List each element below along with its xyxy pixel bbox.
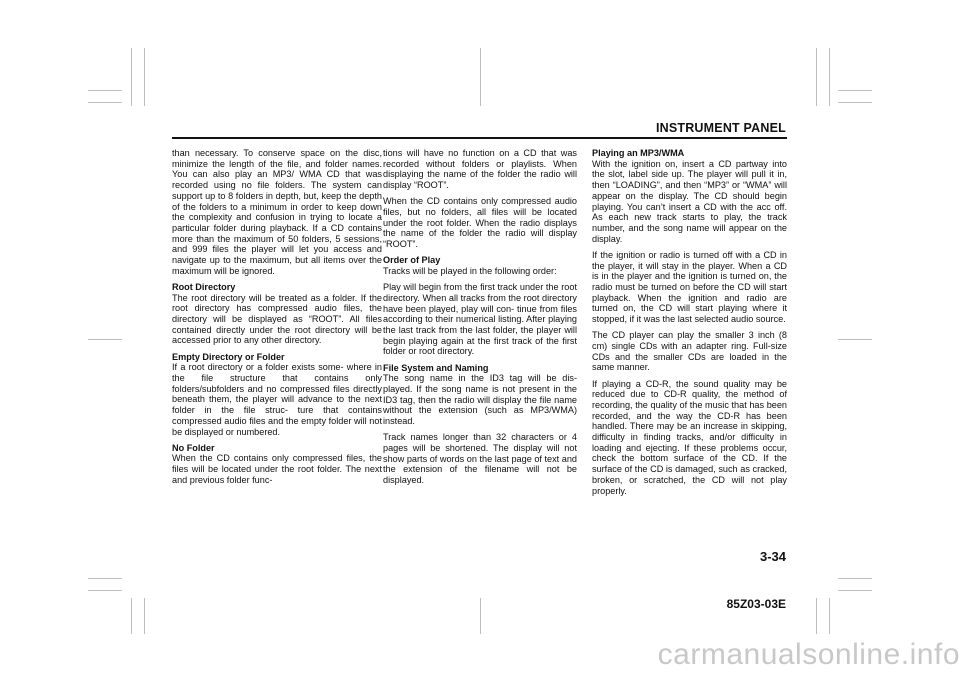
watermark: carmanualsonline.info — [657, 638, 960, 671]
paragraph: With the ignition on, insert a CD partway into the slot, label side up. The player will pull it in, then “LOADING”, and then “MP3” or “WMA” will appear on the display. The CD should begin playing. You can’t insert a CD with the acc off. As each new track starts to play, the track number, and the song name will appear on the display. — [592, 158, 787, 244]
paragraph: than necessary. To conserve space on the disc, minimize the length of the file, and folder names. You can also play an MP3/ WMA CD that was recorded using no file folders. The system can support up to 8 folders in depth, but, keep the depth of the folders to a minimum in order to keep down the complexity and confusion in trying to locate a particular folder during playback. If a CD contains more than the maximum of 50 folders, 5 sessions, and 999 files the player will let you access and navigate up to the maximum, but all items over the maximum will be ignored. — [172, 148, 382, 276]
paragraph: Track names longer than 32 characters or 4 pages will be shortened. The display will not show parts of words on the last page of text and the extension of the filename will not be displayed. — [383, 432, 577, 486]
crop-mark — [88, 90, 122, 91]
crop-mark — [88, 590, 122, 591]
text-column-1 — [172, 148, 382, 491]
paragraph: If playing a CD-R, the sound quality may be reduced due to CD-R quality, the method of recording, the quality of the music that has been recorded, and the way the CD-R has been handled. There may be an increase in skipping, difficulty in finding tracks, and/or difficulty in loading and ejecting. If these problems occur, check the bottom surface of the CD. If the surface of the CD is damaged, such as cracked, broken, or scratched, the CD will not play properly. — [592, 378, 787, 496]
subheading-playing-mp3: Playing an MP3/WMA — [592, 148, 685, 158]
crop-mark — [816, 48, 817, 106]
subheading-root-directory: Root Directory — [172, 281, 236, 292]
subheading-file-system: File System and Naming — [383, 362, 489, 373]
crop-mark — [838, 90, 872, 91]
crop-mark — [838, 590, 872, 591]
paragraph: If a root directory or a folder exists some- where in the file structure that contains only folders/subfolders and no compressed files directly beneath them, the player will advance to the next folder in the file struc- ture that contains compressed audio files and the empty folder will not be displayed or numbered. — [172, 362, 382, 437]
crop-mark — [131, 48, 132, 106]
paragraph: When the CD contains only compressed audio files, but no folders, all files will be located under the root folder. When the radio displays the name of the folder the radio will display “ROOT”. — [383, 196, 577, 250]
crop-mark — [131, 598, 132, 634]
subheading-empty-directory: Empty Directory or Folder — [172, 351, 285, 362]
paragraph: The root directory will be treated as a folder. If the root directory has compressed audio files, the directory will be displayed as “ROOT”. All files contained directly under the root directory will be accessed prior to any other directory. — [172, 292, 382, 346]
text-column-3 — [592, 148, 787, 502]
crop-mark — [829, 598, 830, 634]
paragraph: The song name in the ID3 tag will be dis- played. If the song name is not present in the ID3 tag, then the radio will display the file name without the extension (such as MP3/WMA) instead. — [383, 373, 577, 427]
paragraph: If the ignition or radio is turned off with a CD in the player, it will stay in the player. When a CD is in the player and the ignition is turned on, the radio must be turned on before the CD will start playback. When the ignition and radio are turned on, the CD will start playing where it stopped, if it was the last selected audio source. — [592, 249, 787, 325]
paragraph: Play will begin from the first track under the root directory. When all tracks from the root directory have been played, play will con- tinue from files according to their numerical listing. After playing the last track from the last folder, the player will begin playing again at the first track of the first folder or root directory. — [383, 282, 577, 357]
crop-mark — [144, 598, 145, 634]
crop-mark — [838, 102, 872, 103]
crop-mark — [144, 48, 145, 106]
header-rule — [172, 137, 787, 139]
subheading-order-of-play: Order of Play — [383, 255, 441, 266]
crop-mark — [480, 598, 481, 634]
crop-mark — [838, 339, 872, 340]
crop-mark — [816, 598, 817, 634]
crop-mark — [829, 48, 830, 106]
paragraph: Tracks will be played in the following order: — [383, 266, 557, 277]
text-column-2 — [383, 148, 577, 491]
section-title: INSTRUMENT PANEL — [655, 121, 786, 135]
crop-mark — [88, 339, 122, 340]
crop-mark — [838, 578, 872, 579]
paragraph: The CD player can play the smaller 3 inch (8 cm) single CDs with an adapter ring. Full-size CDs and the smaller CDs are loaded in the same manner. — [592, 330, 787, 373]
crop-mark — [480, 48, 481, 106]
document-code: 85Z03-03E — [726, 597, 786, 611]
paragraph: tions will have no function on a CD that was recorded without folders or playlists. When displaying the name of the folder the radio will display “ROOT”. — [383, 148, 577, 191]
crop-mark — [88, 578, 122, 579]
crop-mark — [88, 102, 122, 103]
paragraph: When the CD contains only compressed files, the files will be located under the root folder. The next and previous folder func- — [172, 453, 382, 485]
page-number: 3-34 — [759, 549, 786, 564]
subheading-no-folder: No Folder — [172, 442, 215, 453]
